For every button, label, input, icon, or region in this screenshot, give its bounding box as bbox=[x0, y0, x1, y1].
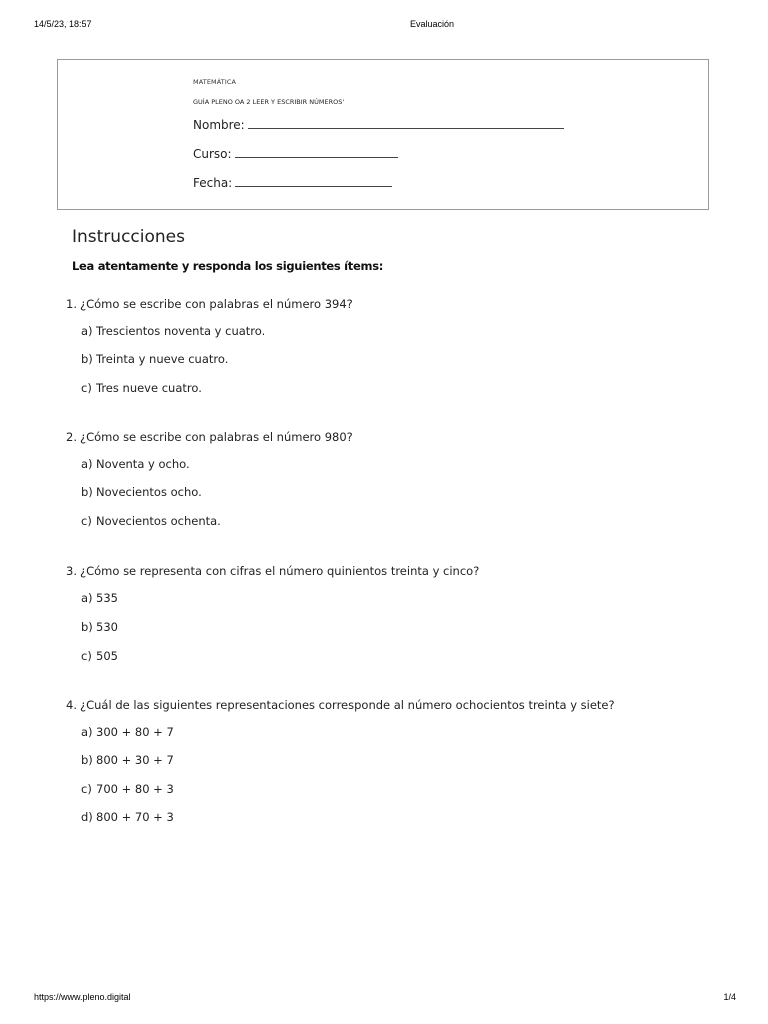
date-label: Fecha: bbox=[193, 176, 233, 190]
instructions-title: Instrucciones bbox=[72, 227, 185, 247]
option-1a[interactable] bbox=[81, 324, 265, 338]
option-letter: b) bbox=[81, 620, 93, 634]
question-number: 4. bbox=[66, 698, 77, 712]
question-2 bbox=[66, 428, 726, 528]
option-text: 800 + 70 + 3 bbox=[96, 810, 174, 824]
option-letter: c) bbox=[81, 649, 92, 663]
question-1 bbox=[66, 295, 726, 395]
guide-title: GUÍA PLENO OA 2 LEER Y ESCRIBIR NÚMEROS' bbox=[193, 98, 345, 106]
option-letter: c) bbox=[81, 381, 92, 395]
name-field[interactable] bbox=[193, 116, 564, 132]
option-text: Tres nueve cuatro. bbox=[96, 381, 202, 395]
question-text: ¿Cómo se escribe con palabras el número 394? bbox=[80, 297, 353, 311]
option-letter: b) bbox=[81, 352, 93, 366]
option-4a[interactable] bbox=[81, 725, 174, 739]
print-footer bbox=[0, 992, 768, 1008]
option-letter: b) bbox=[81, 753, 93, 767]
option-text: 530 bbox=[96, 620, 118, 634]
option-text: 700 + 80 + 3 bbox=[96, 782, 174, 796]
option-4c[interactable] bbox=[81, 782, 174, 796]
question-text: ¿Cómo se escribe con palabras el número 980? bbox=[80, 430, 353, 444]
option-1c[interactable] bbox=[81, 381, 202, 395]
question-text: ¿Cómo se representa con cifras el número quinientos treinta y cinco? bbox=[80, 564, 480, 578]
option-3c[interactable] bbox=[81, 649, 118, 663]
option-text: Novecientos ochenta. bbox=[96, 514, 221, 528]
question-number: 1. bbox=[66, 297, 77, 311]
instructions-subtitle: Lea atentamente y responda los siguientes ítems: bbox=[72, 259, 384, 273]
option-text: Trescientos noventa y cuatro. bbox=[96, 324, 266, 338]
course-field[interactable] bbox=[193, 145, 398, 161]
option-letter: a) bbox=[81, 324, 93, 338]
option-letter: b) bbox=[81, 485, 93, 499]
question-number: 2. bbox=[66, 430, 77, 444]
option-4d[interactable] bbox=[81, 810, 174, 824]
question-number: 3. bbox=[66, 564, 77, 578]
option-letter: a) bbox=[81, 725, 93, 739]
option-letter: c) bbox=[81, 514, 92, 528]
option-text: Treinta y nueve cuatro. bbox=[96, 352, 229, 366]
date-field[interactable] bbox=[193, 174, 392, 190]
option-letter: a) bbox=[81, 591, 93, 605]
option-2b[interactable] bbox=[81, 485, 202, 499]
option-text: 800 + 30 + 7 bbox=[96, 753, 174, 767]
print-header bbox=[0, 19, 768, 35]
print-page-number: 1/4 bbox=[723, 992, 736, 1002]
question-3 bbox=[66, 562, 726, 663]
option-3a[interactable] bbox=[81, 591, 118, 605]
option-text: 505 bbox=[96, 649, 118, 663]
date-blank-line[interactable] bbox=[235, 174, 392, 187]
question-4 bbox=[66, 696, 726, 824]
option-letter: d) bbox=[81, 810, 93, 824]
name-label: Nombre: bbox=[193, 118, 245, 132]
option-letter: c) bbox=[81, 782, 92, 796]
option-text: 300 + 80 + 7 bbox=[96, 725, 174, 739]
course-blank-line[interactable] bbox=[235, 145, 398, 158]
print-title: Evaluación bbox=[409, 19, 455, 29]
option-letter: a) bbox=[81, 457, 93, 471]
option-4b[interactable] bbox=[81, 753, 174, 767]
option-2a[interactable] bbox=[81, 457, 190, 471]
option-1b[interactable] bbox=[81, 352, 228, 366]
option-text: Novecientos ocho. bbox=[96, 485, 202, 499]
question-text: ¿Cuál de las siguientes representaciones corresponde al número ochocientos treinta y siete? bbox=[80, 698, 615, 712]
worksheet-header-box bbox=[57, 59, 709, 210]
print-url[interactable]: https://www.pleno.digital bbox=[34, 992, 131, 1002]
option-3b[interactable] bbox=[81, 620, 118, 634]
option-text: 535 bbox=[96, 591, 118, 605]
subject-label: MATEMÁTICA bbox=[193, 78, 237, 86]
option-2c[interactable] bbox=[81, 514, 221, 528]
name-blank-line[interactable] bbox=[248, 116, 564, 129]
option-text: Noventa y ocho. bbox=[96, 457, 190, 471]
course-label: Curso: bbox=[193, 147, 232, 161]
print-datetime: 14/5/23, 18:57 bbox=[34, 19, 92, 29]
